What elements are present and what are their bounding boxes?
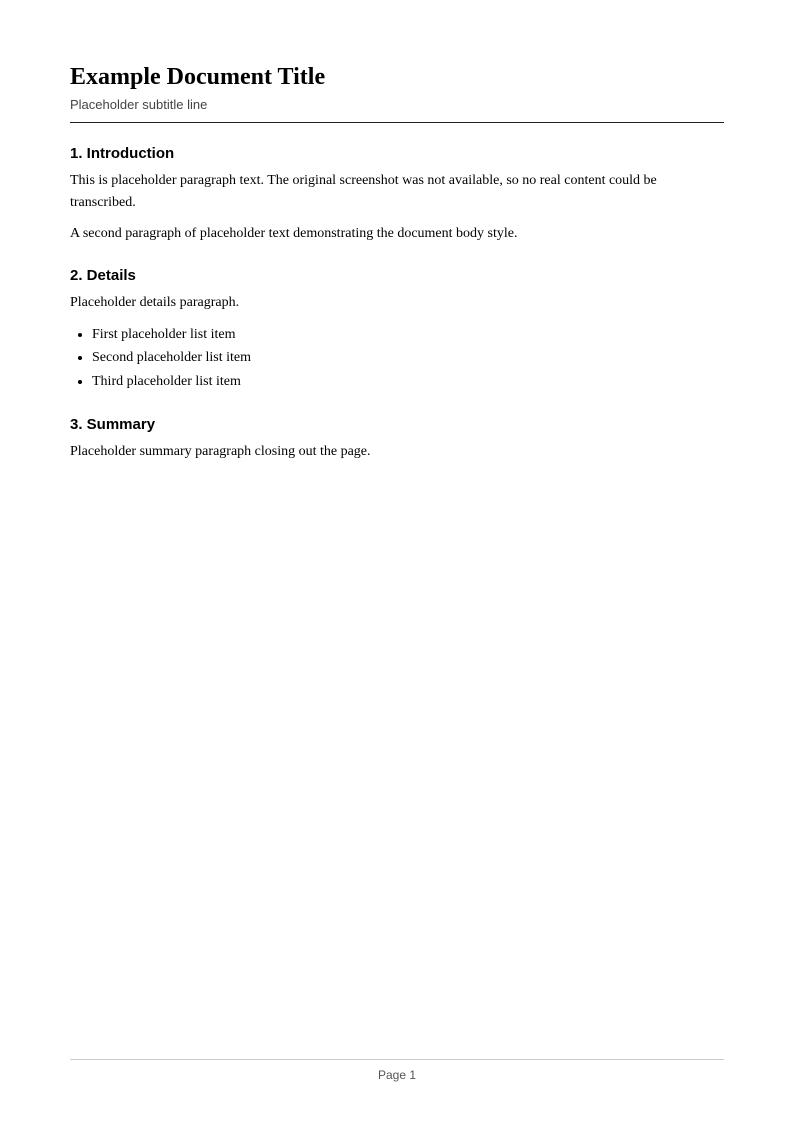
list-item: • Third placeholder list item: [92, 370, 724, 394]
page-footer: Page 1: [70, 1059, 724, 1082]
section-heading: 1. Introduction: [70, 145, 175, 162]
section-details: [70, 267, 724, 394]
paragraph: A second paragraph of placeholder text demonstrating the document body style.: [70, 225, 518, 241]
section-heading: 2. Details: [70, 267, 136, 285]
document-title: Example Document Title: [70, 64, 326, 90]
section-summary: [70, 416, 724, 463]
section-introduction: [70, 145, 724, 245]
section-heading: 3. Summary: [70, 415, 156, 433]
document-header: [70, 64, 724, 123]
list-item: • Second placeholder list item: [92, 346, 724, 370]
list-item: • First placeholder list item: [92, 323, 724, 347]
paragraph: This is placeholder paragraph text. The original screenshot was not available, so no real content could be transcribed.: [70, 173, 657, 211]
paragraph: Placeholder details paragraph.: [70, 295, 240, 311]
bullet-list: [70, 323, 724, 394]
paragraph: Placeholder summary paragraph closing out the page.: [70, 443, 371, 459]
document-subtitle: Placeholder subtitle line: [70, 97, 208, 112]
